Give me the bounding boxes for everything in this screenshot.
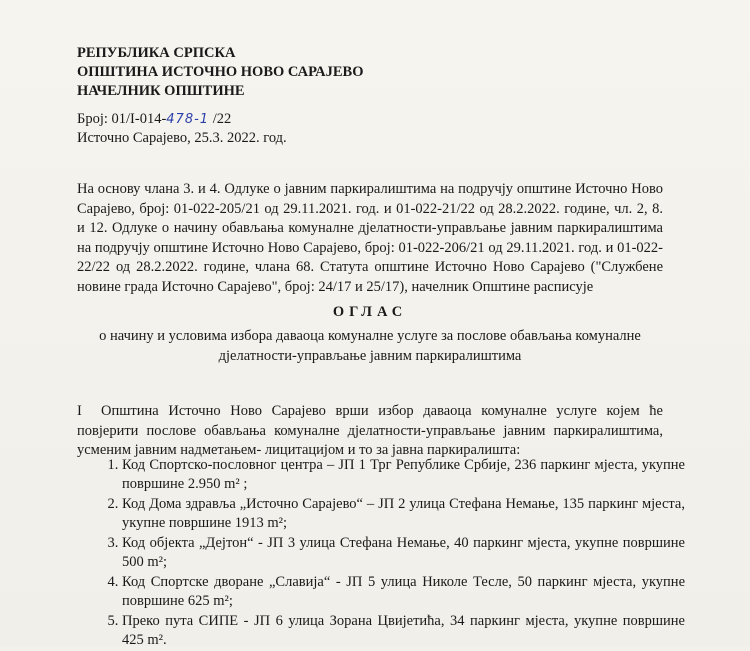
place-date: Источно Сарајево, 25.3. 2022. год. (77, 130, 287, 146)
parking-list (100, 456, 685, 651)
notice-subtitle (77, 326, 663, 366)
header-municipality: ОПШТИНА ИСТОЧНО НОВО САРАЈЕВО (77, 64, 364, 80)
list-item: 5. Преко пута СИПЕ - ЈП 6 улица Зорана Цвијетића, 34 паркинг мјеста, укупне површине 425 m². (122, 612, 685, 650)
header-office: НАЧЕЛНИК ОПШТИНЕ (77, 83, 245, 99)
list-item: 1. Код Спортско-пословног центра – ЈП 1 Трг Републике Србије, 236 паркинг мјеста, укупне површине 2.950 m² ; (122, 456, 685, 494)
subtitle-line-1: о начину и условима избора даваоца комуналне услуге за послове обављања комуналне (99, 328, 641, 344)
handwritten-number: 478-1 (166, 112, 210, 127)
number-prefix: Број: 01/I-014- (77, 111, 167, 127)
intro-paragraph: На основу члана 3. и 4. Одлуке о јавним паркиралиштима на подручју општине Источно Ново Сарајево, број: 01-022-205/21 од 29.11.2021. год. и 01-022-21/22 од 28.2.2022. године, чл. 2, 8. и 12. Одлуке о начину обављања комуналне дјелатности-управљање јавним паркиралиштима на подручју општине Источно Ново Сарајево, број: 01-022-206/21 од 29.11.2021. год. и 01-022-22/22 од 28.2.2022. године, члана 68. Статута општине Источно Ново Сарајево ("Службене новине града Источно Сарајево", број: 24/17 и 25/17), начелник Општине расписује (77, 181, 663, 295)
section-numeral: I (77, 403, 82, 419)
number-suffix: /22 (209, 111, 232, 127)
document-header (77, 44, 363, 101)
document-number (77, 110, 287, 129)
document-meta (77, 110, 287, 148)
subtitle-line-2: дјелатности-управљање јавним паркиралиштима (218, 348, 522, 364)
notice-title: ОГЛАС (332, 304, 408, 320)
section-one (77, 402, 663, 461)
header-republic: РЕПУБЛИКА СРПСКА (77, 45, 236, 61)
list-item: 4. Код Спортске дворане „Славија“ - ЈП 5 улица Николе Тесле, 50 паркинг мјеста, укупне површине 625 m²; (122, 573, 685, 611)
section-text: Општина Источно Ново Сарајево врши избор даваоца комуналне услуге којем ће повјерити послове обављања комуналне дјелатности-управљање јавним паркиралиштима, усменим јавним надметањем- лицитацијом и то за јавна паркиралишта: (77, 403, 663, 458)
list-item: 3. Код објекта „Дејтон“ - ЈП 3 улица Стефана Немање, 40 паркинг мјеста, укупне површине 500 m²; (122, 534, 685, 572)
list-item: 2. Код Дома здравља „Источно Сарајево“ – ЈП 2 улица Стефана Немање, 135 паркинг мјеста, укупне површине 1913 m²; (122, 495, 685, 533)
